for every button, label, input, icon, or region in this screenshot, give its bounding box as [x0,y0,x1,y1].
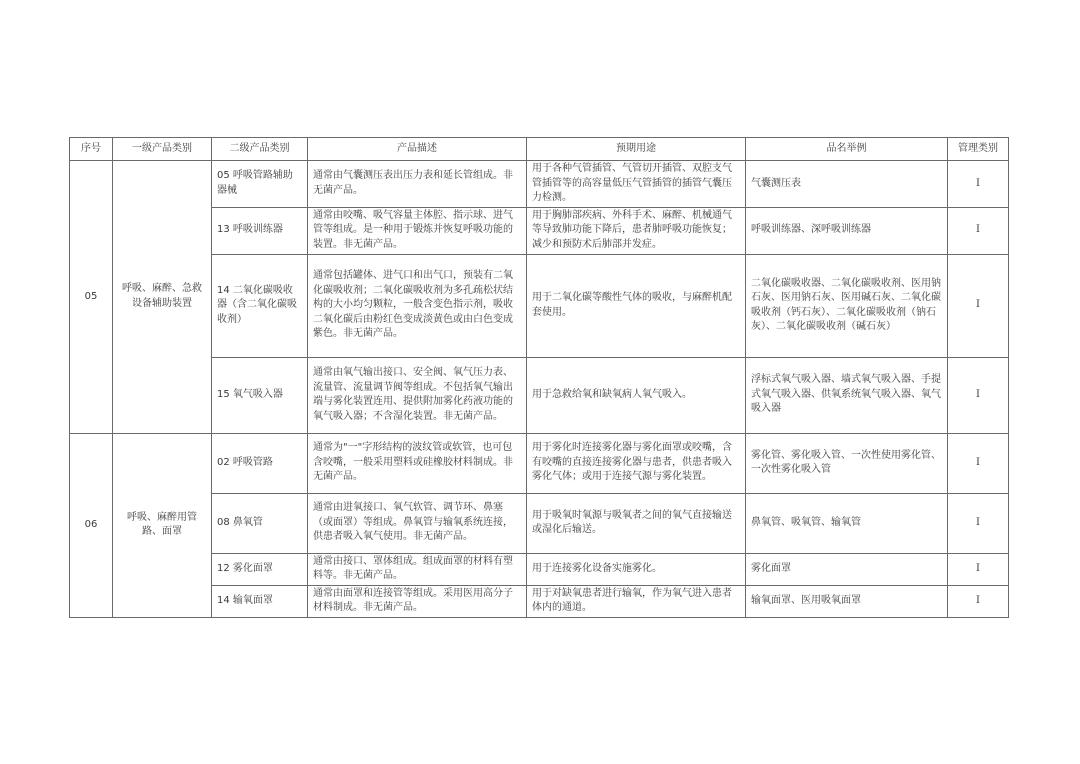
examples-cell: 气囊测压表 [746,161,948,208]
description-cell: 通常由氧气输出接口、安全阀、氧气压力表、流量管、流量调节阀等组成。不包括氧气输出端与雾化装置连用、提供附加雾化药液功能的氧气吸入器；不含湿化装置。非无菌产品。 [308,357,527,433]
group-number: 05 [70,161,113,434]
use-cell: 用于雾化时连接雾化器与雾化面罩或咬嘴，含有咬嘴的直接连接雾化器与患者，供患者吸入雾化气体；或用于连接气源与雾化装置。 [527,433,746,493]
description-cell: 通常由接口、罩体组成。组成面罩的材料有塑料等。非无菌产品。 [308,553,527,585]
subcategory-cell: 15 氧气吸入器 [212,357,308,433]
class-cell: I [948,254,1009,357]
header-management-class: 管理类别 [948,138,1009,161]
group-category: 呼吸、麻醉、急救设备辅助装置 [113,161,212,434]
examples-cell: 雾化管、雾化吸入管、一次性使用雾化管、一次性雾化吸入管 [746,433,948,493]
class-cell: I [948,585,1009,617]
examples-cell: 输氧面罩、医用吸氧面罩 [746,585,948,617]
class-cell: I [948,433,1009,493]
use-cell: 用于急救给氧和缺氧病人氧气吸入。 [527,357,746,433]
subcategory-cell: 14 输氧面罩 [212,585,308,617]
examples-cell: 浮标式氧气吸入器、墙式氧气吸入器、手提式氧气吸入器、供氧系统氧气吸入器、氧气吸入器 [746,357,948,433]
use-cell: 用于连接雾化设备实施雾化。 [527,553,746,585]
header-no: 序号 [70,138,113,161]
subcategory-cell: 05 呼吸管路辅助器械 [212,161,308,208]
class-cell: I [948,493,1009,553]
description-cell: 通常包括罐体、进气口和出气口，预装有二氧化碳吸收剂；二氧化碳吸收剂为多孔疏松状结构的大小均匀颗粒，一般含变色指示剂，吸收二氧化碳后由粉红色变成淡黄色或由白色变成紫色。非无菌产品。 [308,254,527,357]
header-product-examples: 品名举例 [746,138,948,161]
examples-cell: 鼻氧管、吸氧管、输氧管 [746,493,948,553]
group-number: 06 [70,433,113,617]
description-cell: 通常由面罩和连接管等组成。采用医用高分子材料制成。非无菌产品。 [308,585,527,617]
header-row [70,138,1009,161]
class-cell: I [948,207,1009,254]
subcategory-cell: 13 呼吸训练器 [212,207,308,254]
group-category: 呼吸、麻醉用管路、面罩 [113,433,212,617]
examples-cell: 雾化面罩 [746,553,948,585]
subcategory-cell: 12 雾化面罩 [212,553,308,585]
classification-table [69,137,1009,618]
examples-cell: 呼吸训练器、深呼吸训练器 [746,207,948,254]
description-cell: 通常由咬嘴、吸气容量主体腔、指示球、进气管等组成。是一种用于锻炼并恢复呼吸功能的装置。非无菌产品。 [308,207,527,254]
description-cell: 通常由进氧接口、氧气软管、调节环、鼻塞（或面罩）等组成。鼻氧管与输氧系统连接，供患者吸入氧气使用。非无菌产品。 [308,493,527,553]
use-cell: 用于各种气管插管、气管切开插管、双腔支气管插管等的高容量低压气管插管的插管气囊压力检测。 [527,161,746,208]
header-subcategory: 二级产品类别 [212,138,308,161]
header-intended-use: 预期用途 [527,138,746,161]
class-cell: I [948,161,1009,208]
class-cell: I [948,553,1009,585]
subcategory-cell: 02 呼吸管路 [212,433,308,493]
use-cell: 用于胸肺部疾病、外科手术、麻醉、机械通气等导致肺功能下降后，患者肺呼吸功能恢复；减少和预防术后肺部并发症。 [527,207,746,254]
class-cell: I [948,357,1009,433]
table-row [70,433,1009,493]
table-row [70,161,1009,208]
description-cell: 通常为"一"字形结构的波纹管或软管，也可包含咬嘴，一般采用塑料或硅橡胶材料制成。非无菌产品。 [308,433,527,493]
subcategory-cell: 08 鼻氧管 [212,493,308,553]
header-category: 一级产品类别 [113,138,212,161]
use-cell: 用于二氧化碳等酸性气体的吸收，与麻醉机配套使用。 [527,254,746,357]
use-cell: 用于吸氧时氧源与吸氧者之间的氧气直接输送或湿化后输送。 [527,493,746,553]
examples-cell: 二氧化碳吸收器、二氧化碳吸收剂、医用钠石灰、医用钠石灰、医用碱石灰、二氧化碳吸收剂（钙石灰）、二氧化碳吸收剂（钠石灰）、二氧化碳吸收剂（碱石灰） [746,254,948,357]
description-cell: 通常由气囊测压表出压力表和延长管组成。非无菌产品。 [308,161,527,208]
subcategory-cell: 14 二氧化碳吸收器（含二氧化碳吸收剂） [212,254,308,357]
header-description: 产品描述 [308,138,527,161]
use-cell: 用于对缺氧患者进行输氧，作为氧气进入患者体内的通道。 [527,585,746,617]
